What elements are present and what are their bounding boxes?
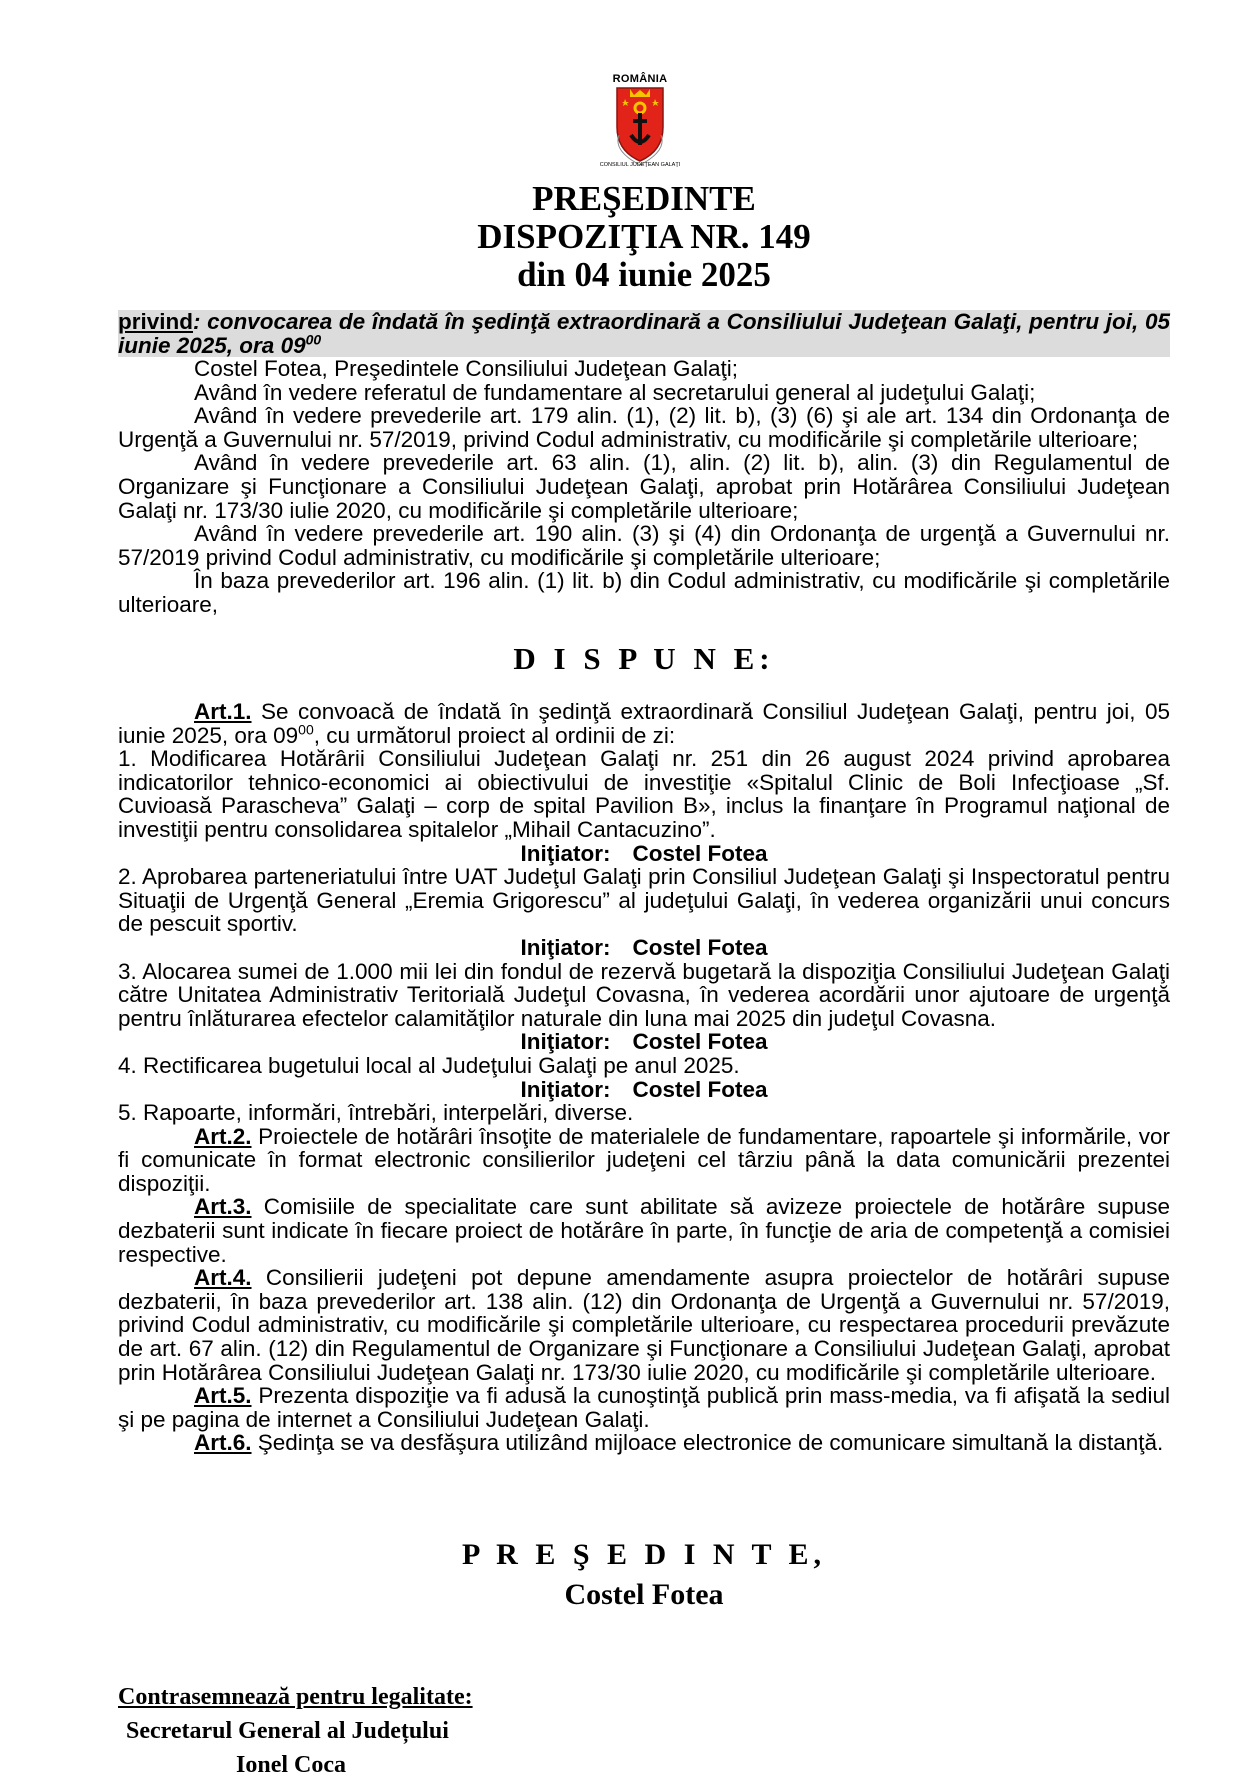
crest-shield-icon [597,85,683,167]
article-label: Art.6. [194,1430,252,1456]
agenda-item: 1. Modificarea Hotărârii Consiliului Judeţean Galaţi nr. 251 din 26 august 2024 privind aprobarea indicatorilor tehnico-economici ai obiectivului de investiţie «Spitalul Clinic de Boli Infecţioase „Sf. Cuvioasă Parascheva” Galaţi – corp de spital Pavilion B», inclus la finanţare în Programul naţional de investiţii pentru consolidarea spitalelor „Mihail Cantacuzino”. [118,746,1170,842]
article-label: Art.5. [194,1383,252,1409]
crest-country-label: ROMÂNIA [612,73,668,85]
article-text-end: , cu următorul proiect al ordinii de zi: [313,722,676,748]
article-label: Art.3. [194,1194,252,1220]
article-6 [118,1431,1170,1455]
county-crest [590,73,690,172]
article-text: Şedinţa se va desfăşura utilizând mijloace electronice de comunicare simultană la distanţă. [251,1430,1164,1456]
article-label: Art.4. [194,1265,252,1291]
preamble-paragraph: Având în vedere prevederile art. 63 alin. (1), alin. (2) lit. b), alin. (3) din Regulamentul de Organizare şi Funcţionare a Consiliului Judeţean Galaţi, aprobat prin Hotărârea Consiliului Judeţean Galaţi nr. 173/30 iulie 2020, cu modificările şi completările ulterioare; [118,450,1170,523]
agenda-item: 4. Rectificarea bugetului local al Judeţului Galaţi pe anul 2025. [118,1052,740,1078]
initiator-name: Costel Fotea [632,840,768,866]
heading-number: DISPOZIŢIA NR. 149 [477,217,811,256]
preamble [118,357,1170,617]
signature-title: P R E Ş E D I N T E, [462,1538,826,1571]
article-text: Comisiile de specialitate care sunt abilitate să avizeze proiectele de hotărâre supuse dezbaterii sunt indicate în fiecare proiect de hotărâre în parte, în funcţie de aria de competenţă a comisiei respective. [118,1194,1170,1267]
subject-label: privind [118,309,194,334]
initiator-label: Iniţiator: [520,840,611,866]
subject-time-sup: 00 [305,331,322,348]
decision-body [118,700,1170,1455]
document-heading [118,180,1170,294]
preamble-paragraph: În baza prevederilor art. 196 alin. (1) lit. b) din Codul administrativ, cu modificările şi completările ulterioare, [118,568,1170,617]
preamble-paragraph: Având în vedere prevederile art. 179 alin. (1), (2) lit. b), (3) (6) şi ale art. 134 din Ordonanţa de Urgenţă a Guvernului nr. 57/2019, privind Codul administrativ, cu modificările şi completările ulterioare; [118,403,1170,452]
article-4 [118,1266,1170,1384]
article-5 [118,1384,1170,1431]
article-text: Prezenta dispoziţie va fi adusă la cunoştinţă publică prin mass-media, va fi afişată la sediul şi pe pagina de internet a Consiliului Judeţean Galaţi. [118,1383,1170,1432]
preamble-paragraph: Având în vedere prevederile art. 190 alin. (3) şi (4) din Ordonanţa de urgenţă a Guvernului nr. 57/2019 privind Codul administrativ, cu modificările şi completările ulterioare; [118,521,1170,570]
dispune-heading: D I S P U N E: [513,641,775,676]
initiator-label: Iniţiator: [520,934,611,960]
agenda-item: 3. Alocarea sumei de 1.000 mii lei din fondul de rezervă bugetară la dispoziţia Consiliului Judeţean Galaţi către Unitatea Administrativ Teritorială Judeţul Covasna, în vederea acordării unor ajutoare de urgenţă pentru înlăturarea efectelor calamităţilor naturale din luna mai 2025 din judeţul Covasna. [118,958,1170,1031]
initiator-label: Iniţiator: [520,1076,611,1102]
signature-block [118,1535,1170,1615]
heading-date: din 04 iunie 2025 [517,255,771,294]
subject-line [118,310,1170,357]
agenda-initiator [118,842,1170,866]
initiator-name: Costel Fotea [632,1029,768,1055]
heading-title: PREŞEDINTE [532,179,756,218]
article-time-sup: 00 [298,721,314,738]
countersign-role: Secretarul General al Județului [126,1718,449,1744]
article-1 [118,700,1170,747]
article-label: Art.2. [194,1123,252,1149]
initiator-label: Iniţiator: [520,1029,611,1055]
subject-text: : convocarea de îndată în şedinţă extraordinară a Consiliului Judeţean Galaţi, pentru joi, 05 iunie 2025, ora 09 [118,309,1170,358]
article-2 [118,1125,1170,1196]
agenda-item: 2. Aprobarea parteneriatului între UAT Judeţul Galaţi prin Consiliul Judeţean Galaţi şi Inspectoratul pentru Situaţii de Urgenţă General „Eremia Grigorescu” al judeţului Galaţi, în vederea organizării unui concurs de pescuit sportiv. [118,864,1170,937]
countersign-block [118,1680,473,1782]
agenda-initiator [118,1078,1170,1102]
countersign-name: Ionel Coca [236,1752,346,1778]
article-label: Art.1. [194,699,252,724]
preamble-paragraph: Având în vedere referatul de fundamentare al secretarului general al judeţului Galaţi; [194,379,1036,405]
article-text: Proiectele de hotărâri însoţite de materialele de fundamentare, rapoartele şi informările, vor fi comunicate în format electronic consilierilor judeţeni cel târziu până la data comunicării prezentei dispoziţii. [118,1123,1170,1196]
article-3 [118,1195,1170,1266]
initiator-name: Costel Fotea [632,934,768,960]
preamble-paragraph: Costel Fotea, Preşedintele Consiliului Judeţean Galaţi; [194,356,739,381]
agenda-item: 5. Rapoarte, informări, întrebări, interpelări, diverse. [118,1100,634,1126]
agenda-initiator [118,1030,1170,1054]
agenda-initiator [118,936,1170,960]
initiator-name: Costel Fotea [632,1076,768,1102]
signature-name: Costel Fotea [564,1578,724,1611]
article-text: Se convoacă de îndată în şedinţă extraordinară Consiliul Judeţean Galaţi, pentru joi, 05 iunie 2025, ora 09 [118,699,1170,748]
svg-text:CONSILIUL JUDEŢEAN GALAŢI: CONSILIUL JUDEŢEAN GALAŢI [599,162,681,167]
countersign-heading: Contrasemnează pentru legalitate: [118,1684,473,1710]
article-text: Consilierii judeţeni pot depune amendamente asupra proiectelor de hotărâri supuse dezbaterii, în baza prevederilor art. 138 alin. (12) din Ordonanţa de Urgenţă a Guvernului nr. 57/2019, privind Codul administrativ, cu modificările şi completările ulterioare, cu respectarea procedurii prevăzute de art. 67 alin. (12) din Regulamentul de Organizare şi Funcţionare a Consiliului Judeţean Galaţi, aprobat prin Hotărârea Consiliului Judeţean Galaţi nr. 173/30 iulie 2020, cu modificările şi completările ulterioare. [118,1265,1170,1385]
